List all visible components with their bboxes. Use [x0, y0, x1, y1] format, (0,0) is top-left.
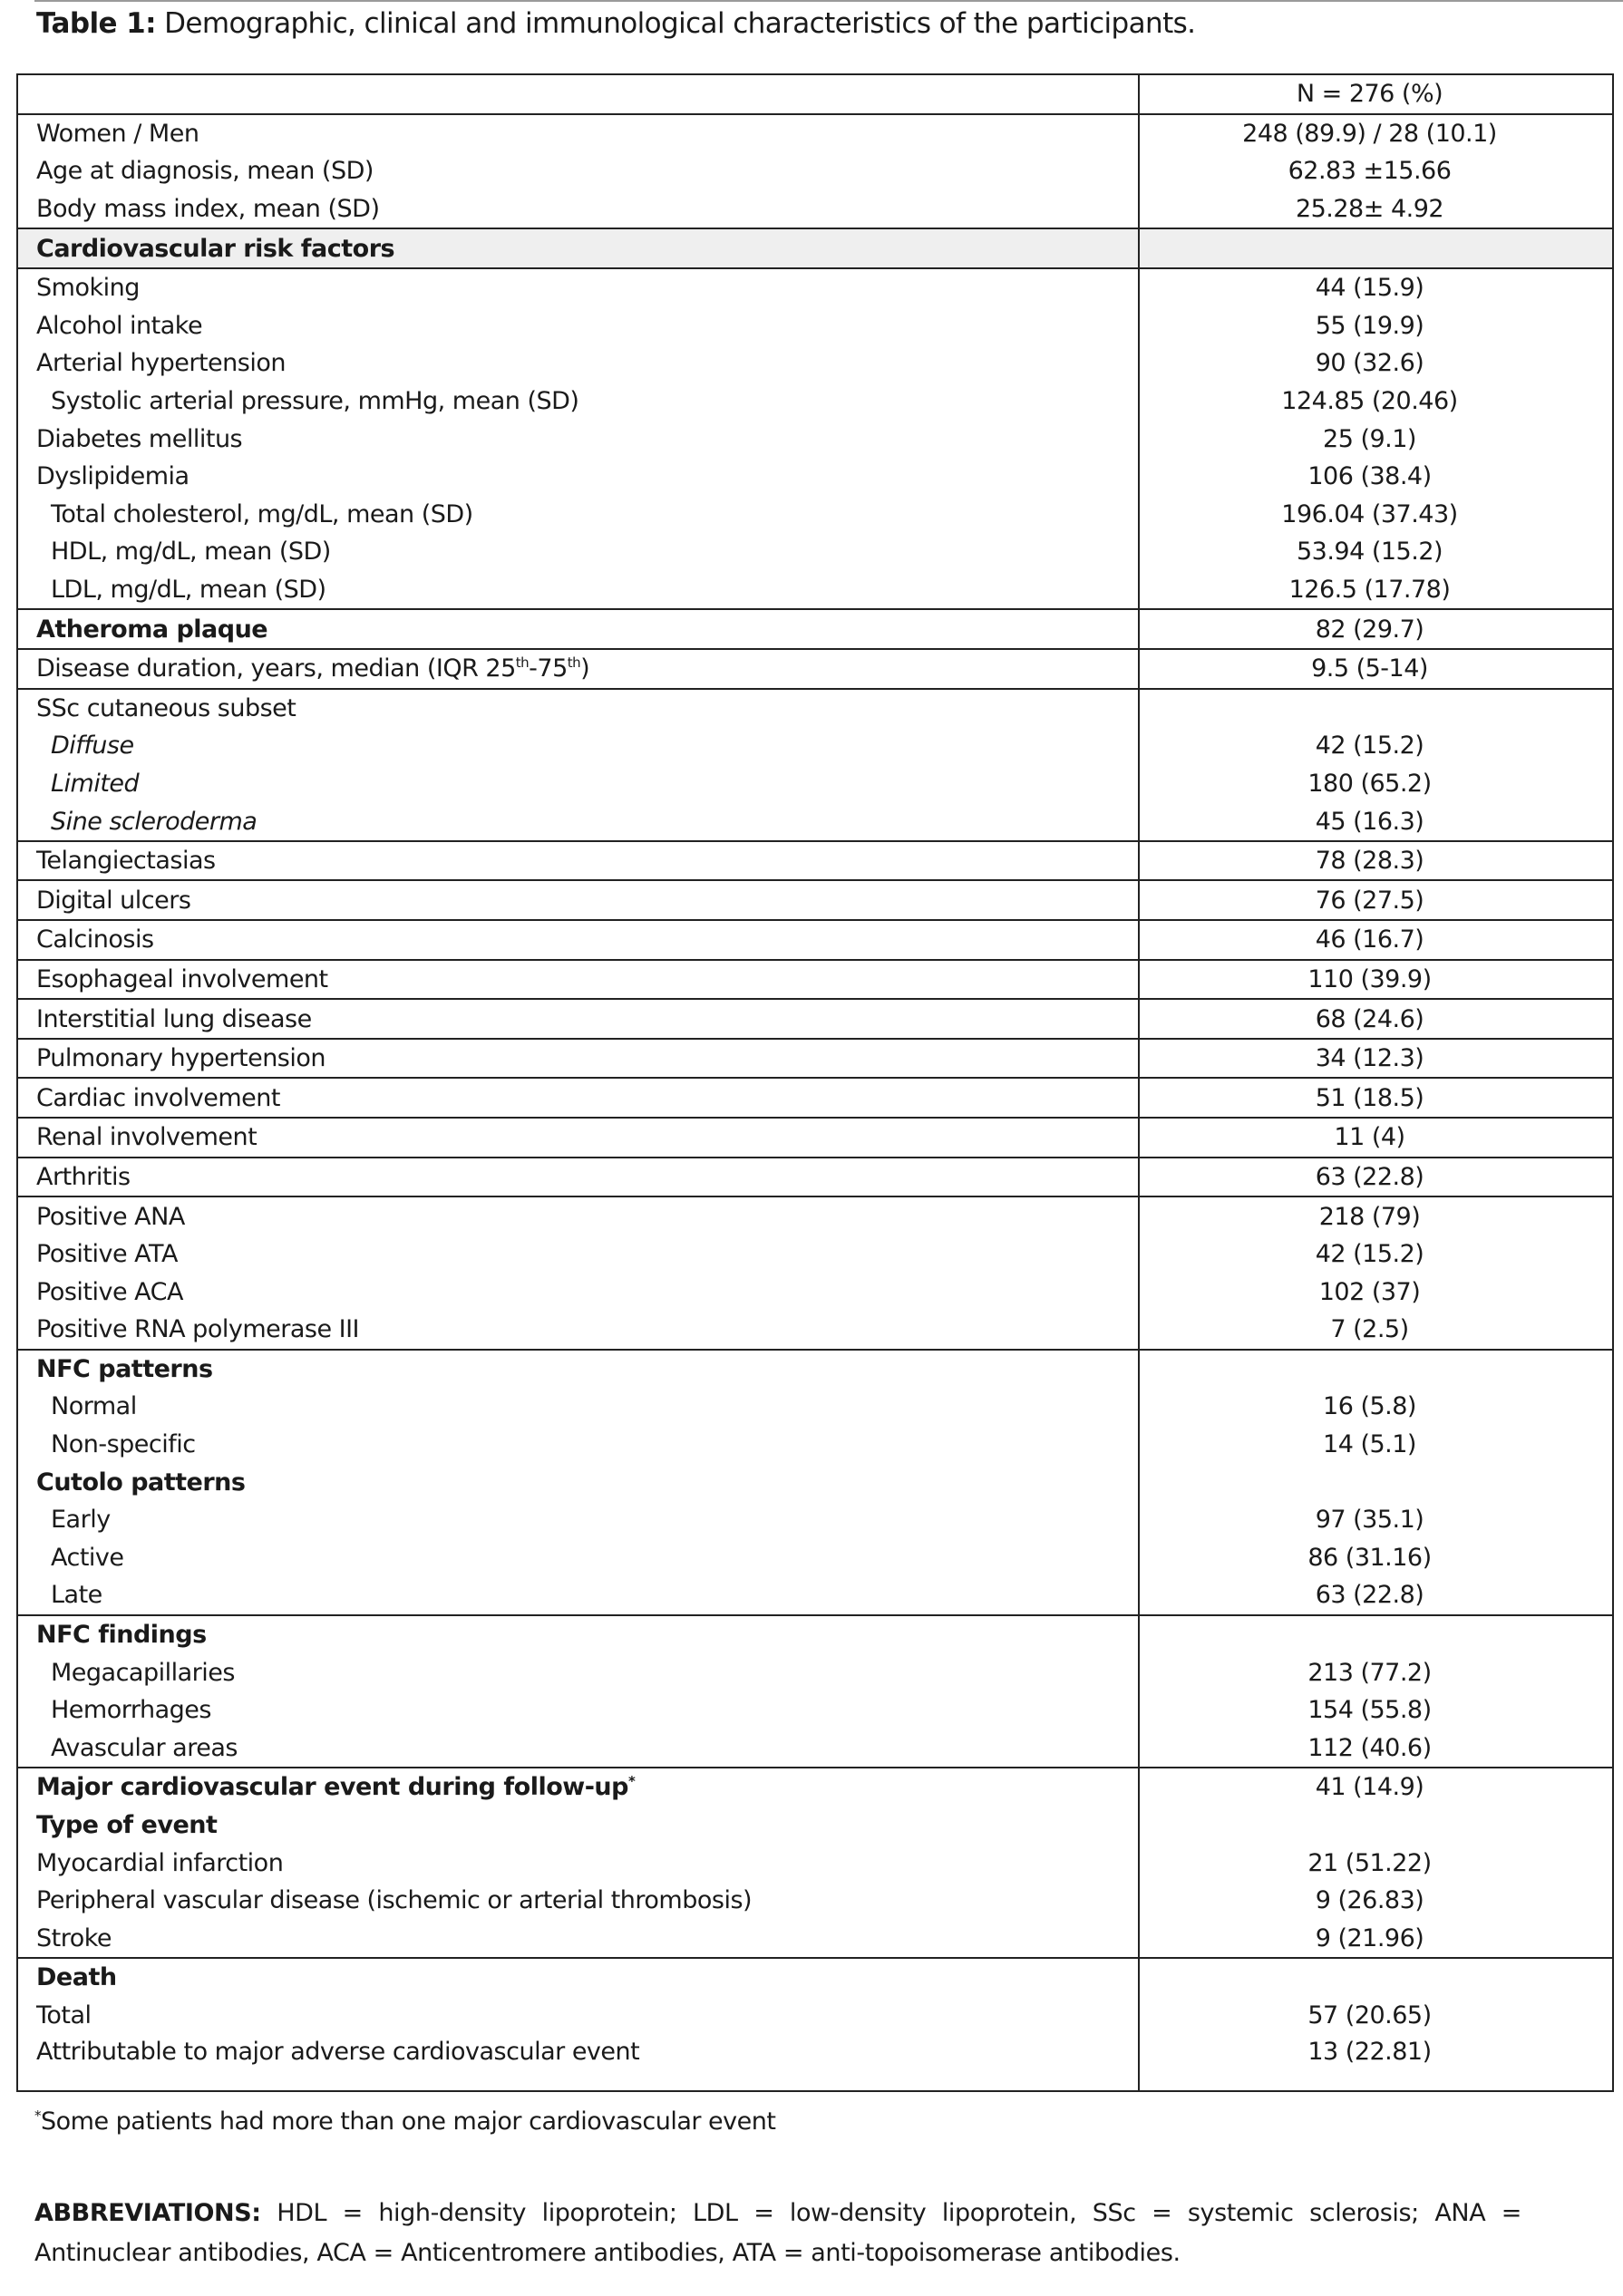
section-header-row [17, 1350, 1613, 1389]
footnote-text: Some patients had more than one major cardiovascular event [41, 2107, 776, 2136]
row-value: 55 (19.9) [1139, 307, 1613, 345]
caption-label: Table 1: [36, 7, 156, 40]
row-label: SSc cutaneous subset [17, 689, 1139, 728]
table-row [17, 841, 1613, 881]
table-row [17, 420, 1613, 458]
table-row [17, 1158, 1613, 1197]
table-row [17, 533, 1613, 571]
section-title: NFC patterns [17, 1350, 1139, 1389]
abbreviations-label: ABBREVIATIONS: [34, 2199, 261, 2227]
row-label: Early [17, 1501, 1139, 1539]
row-value [1139, 689, 1613, 728]
table-caption [34, 0, 1623, 58]
row-value [1139, 1463, 1613, 1501]
caption-description: Demographic, clinical and immunological characteristics of the participants. [164, 7, 1196, 40]
table-row [17, 1653, 1613, 1691]
table-row [17, 920, 1613, 960]
row-value: 42 (15.2) [1139, 1235, 1613, 1274]
row-label: Alcohol intake [17, 307, 1139, 345]
table-row [17, 1539, 1613, 1577]
row-label: Age at diagnosis, mean (SD) [17, 152, 1139, 190]
row-label: Attributable to major adverse cardiovascular event [17, 2034, 1139, 2091]
row-label: Total cholesterol, mg/dL, mean (SD) [17, 496, 1139, 534]
table-row [17, 999, 1613, 1039]
row-value: 78 (28.3) [1139, 841, 1613, 881]
row-value: 126.5 (17.78) [1139, 571, 1613, 610]
row-label: Megacapillaries [17, 1653, 1139, 1691]
footnote-marker: * [627, 1773, 636, 1790]
table-row [17, 268, 1613, 307]
row-value: 106 (38.4) [1139, 458, 1613, 496]
section-header-row [17, 1807, 1613, 1845]
row-label: Positive ACA [17, 1273, 1139, 1311]
row-label: Diabetes mellitus [17, 420, 1139, 458]
row-label: Total [17, 1997, 1139, 2035]
row-label: Interstitial lung disease [17, 999, 1139, 1039]
section-title: Death [17, 1958, 1139, 1997]
table-row [17, 1078, 1613, 1118]
section-title [17, 1768, 1139, 1807]
section-title: Type of event [17, 1807, 1139, 1845]
row-value: 76 (27.5) [1139, 880, 1613, 920]
row-label: Telangiectasias [17, 841, 1139, 881]
table-row [17, 1729, 1613, 1768]
row-label: Pulmonary hypertension [17, 1039, 1139, 1079]
table-row [17, 496, 1613, 534]
label-part: ) [580, 654, 590, 683]
row-label: Avascular areas [17, 1729, 1139, 1768]
caption-text [36, 7, 1195, 40]
table-row [17, 609, 1613, 649]
row-value: 7 (2.5) [1139, 1311, 1613, 1350]
row-value: 112 (40.6) [1139, 1729, 1613, 1768]
row-value: 9 (21.96) [1139, 1920, 1613, 1959]
row-label: Arterial hypertension [17, 344, 1139, 383]
row-label: Myocardial infarction [17, 1844, 1139, 1882]
section-header-row [17, 1768, 1613, 1807]
header-label-cell [17, 74, 1139, 114]
table-row [17, 1273, 1613, 1311]
characteristics-table [16, 73, 1614, 2092]
row-value [1139, 1615, 1613, 1654]
row-value: 248 (89.9) / 28 (10.1) [1139, 114, 1613, 153]
table-row [17, 344, 1613, 383]
table-row [17, 307, 1613, 345]
row-value: 34 (12.3) [1139, 1039, 1613, 1079]
row-value: 63 (22.8) [1139, 1576, 1613, 1615]
abbreviations-text: HDL = high-density lipoprotein; LDL = low-density lipoprotein, SSc = systemic sclerosis; ANA = Antinuclear antibodies, ACA = Anticentromere antibodies, ATA = anti-topoisomerase antibodies. [34, 2199, 1522, 2267]
row-label: Limited [17, 765, 1139, 803]
row-value: 25.28± 4.92 [1139, 190, 1613, 229]
row-label: Diffuse [17, 727, 1139, 765]
table-row [17, 765, 1613, 803]
row-label: Renal involvement [17, 1118, 1139, 1158]
row-value: 44 (15.9) [1139, 268, 1613, 307]
table-header-row [17, 74, 1613, 114]
row-value: 16 (5.8) [1139, 1388, 1613, 1426]
label-part: Disease duration, years, median (IQR 25 [36, 654, 516, 683]
row-value: 42 (15.2) [1139, 727, 1613, 765]
row-label: HDL, mg/dL, mean (SD) [17, 533, 1139, 571]
row-label: Esophageal involvement [17, 960, 1139, 1000]
table-row [17, 190, 1613, 229]
row-value: 213 (77.2) [1139, 1653, 1613, 1691]
table-row [17, 1882, 1613, 1920]
row-value: 14 (5.1) [1139, 1426, 1613, 1464]
row-label: Non-specific [17, 1426, 1139, 1464]
section-header-row [17, 228, 1613, 268]
table-row [17, 802, 1613, 841]
table-row [17, 689, 1613, 728]
row-label: Cardiac involvement [17, 1078, 1139, 1118]
superscript: th [515, 654, 530, 672]
table-row [17, 1039, 1613, 1079]
table-row [17, 1691, 1613, 1729]
row-label: Hemorrhages [17, 1691, 1139, 1729]
row-value [1139, 1350, 1613, 1389]
footnote-marker: * [34, 2107, 41, 2124]
section-title-text: Major cardiovascular event during follow-up [36, 1773, 628, 1802]
table-row [17, 1920, 1613, 1959]
table-row [17, 960, 1613, 1000]
row-label: Women / Men [17, 114, 1139, 153]
row-value: 41 (14.9) [1139, 1768, 1613, 1807]
row-label: Smoking [17, 268, 1139, 307]
row-value: 110 (39.9) [1139, 960, 1613, 1000]
row-value: 63 (22.8) [1139, 1158, 1613, 1197]
table-row [17, 1844, 1613, 1882]
row-label: Digital ulcers [17, 880, 1139, 920]
superscript: th [567, 654, 581, 672]
row-label: Active [17, 1539, 1139, 1577]
table-row [17, 649, 1613, 689]
row-value: 62.83 ±15.66 [1139, 152, 1613, 190]
row-value: 90 (32.6) [1139, 344, 1613, 383]
row-label: LDL, mg/dL, mean (SD) [17, 571, 1139, 610]
table-row [17, 1196, 1613, 1235]
section-title: NFC findings [17, 1615, 1139, 1654]
table-row [17, 727, 1613, 765]
row-label: Late [17, 1576, 1139, 1615]
table-row [17, 152, 1613, 190]
row-label: Calcinosis [17, 920, 1139, 960]
table-footnote [34, 2107, 775, 2136]
label-part: -75 [529, 654, 568, 683]
row-value [1139, 228, 1613, 268]
table-row [17, 880, 1613, 920]
table-row [17, 1311, 1613, 1350]
row-label: Peripheral vascular disease (ischemic or arterial thrombosis) [17, 1882, 1139, 1920]
row-value [1139, 1807, 1613, 1845]
row-value: 13 (22.81) [1139, 2034, 1613, 2091]
row-value: 53.94 (15.2) [1139, 533, 1613, 571]
section-title: Cardiovascular risk factors [17, 228, 1139, 268]
row-value: 86 (31.16) [1139, 1539, 1613, 1577]
row-value: 9.5 (5-14) [1139, 649, 1613, 689]
table-row [17, 1388, 1613, 1426]
row-value: 25 (9.1) [1139, 420, 1613, 458]
table-row [17, 1501, 1613, 1539]
row-value: 82 (29.7) [1139, 609, 1613, 649]
row-label: Normal [17, 1388, 1139, 1426]
row-value: 154 (55.8) [1139, 1691, 1613, 1729]
table-row [17, 1118, 1613, 1158]
row-label: Systolic arterial pressure, mmHg, mean (SD) [17, 383, 1139, 421]
row-label: Sine scleroderma [17, 802, 1139, 841]
section-title: Cutolo patterns [17, 1463, 1139, 1501]
row-value: 218 (79) [1139, 1196, 1613, 1235]
row-label: Positive ATA [17, 1235, 1139, 1274]
table-row [17, 1997, 1613, 2035]
row-value: 45 (16.3) [1139, 802, 1613, 841]
row-label: Dyslipidemia [17, 458, 1139, 496]
section-header-row [17, 1615, 1613, 1654]
row-value [1139, 1958, 1613, 1997]
table-row [17, 2034, 1613, 2091]
section-header-row [17, 1463, 1613, 1501]
row-value: 21 (51.22) [1139, 1844, 1613, 1882]
row-label [17, 649, 1139, 689]
row-label: Positive ANA [17, 1196, 1139, 1235]
row-value: 196.04 (37.43) [1139, 496, 1613, 534]
row-value: 180 (65.2) [1139, 765, 1613, 803]
row-value: 46 (16.7) [1139, 920, 1613, 960]
row-value: 68 (24.6) [1139, 999, 1613, 1039]
table-row [17, 114, 1613, 153]
row-value: 97 (35.1) [1139, 1501, 1613, 1539]
table-row [17, 1426, 1613, 1464]
row-label: Stroke [17, 1920, 1139, 1959]
row-label: Body mass index, mean (SD) [17, 190, 1139, 229]
row-value: 9 (26.83) [1139, 1882, 1613, 1920]
table-row [17, 571, 1613, 610]
row-value: 57 (20.65) [1139, 1997, 1613, 2035]
table-row [17, 383, 1613, 421]
row-value: 51 (18.5) [1139, 1078, 1613, 1118]
table-row [17, 1576, 1613, 1615]
row-label: Atheroma plaque [17, 609, 1139, 649]
row-value: 11 (4) [1139, 1118, 1613, 1158]
row-label: Arthritis [17, 1158, 1139, 1197]
header-value-cell: N = 276 (%) [1139, 74, 1613, 114]
table-row [17, 1235, 1613, 1274]
abbreviations-note [34, 2194, 1521, 2273]
row-value: 102 (37) [1139, 1273, 1613, 1311]
row-value: 124.85 (20.46) [1139, 383, 1613, 421]
section-header-row [17, 1958, 1613, 1997]
table-row [17, 458, 1613, 496]
row-label: Positive RNA polymerase III [17, 1311, 1139, 1350]
